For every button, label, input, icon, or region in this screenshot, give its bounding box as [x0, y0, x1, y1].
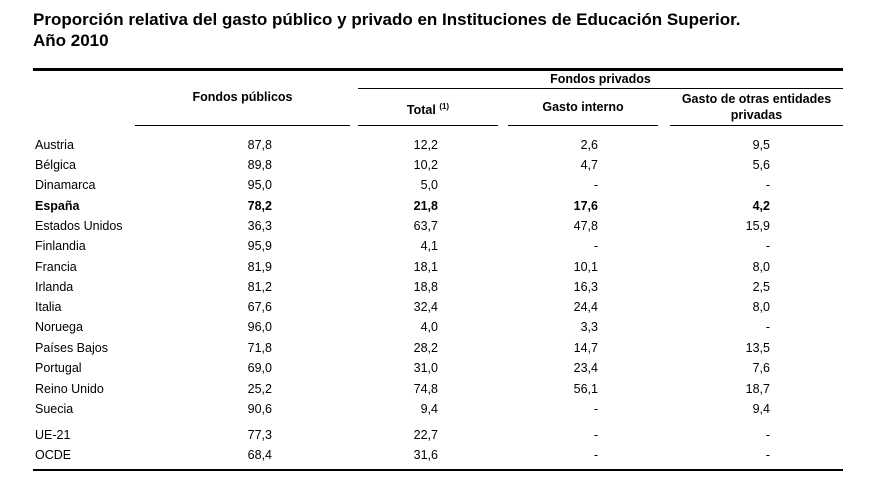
country-cell: OCDE	[35, 448, 72, 462]
private-total-cell: 22,7	[413, 428, 438, 442]
table-row	[35, 338, 843, 358]
internal-spending-cell: 17,6	[573, 199, 598, 213]
internal-spending-cell: 24,4	[573, 300, 598, 314]
internal-spending-cell: 3,3	[580, 320, 598, 334]
header-other-entities	[670, 91, 843, 123]
public-funds-cell: 78,2	[247, 199, 272, 213]
private-funds-underline	[358, 88, 843, 89]
country-cell: Portugal	[35, 361, 82, 375]
table-row	[35, 277, 843, 297]
country-cell: Reino Unido	[35, 382, 104, 396]
internal-spending-cell: 14,7	[573, 341, 598, 355]
public-funds-cell: 81,2	[247, 280, 272, 294]
other-entities-cell: 8,0	[752, 260, 770, 274]
private-total-cell: 21,8	[413, 199, 438, 213]
table-row	[35, 135, 843, 155]
private-total-cell: 18,8	[413, 280, 438, 294]
country-cell: Austria	[35, 138, 74, 152]
other-entities-cell: 2,5	[752, 280, 770, 294]
public-funds-rule	[135, 125, 350, 126]
country-cell: Francia	[35, 260, 77, 274]
private-total-cell: 9,4	[420, 402, 438, 416]
public-funds-cell: 87,8	[247, 138, 272, 152]
country-cell: Noruega	[35, 320, 83, 334]
country-cell: Finlandia	[35, 239, 86, 253]
public-funds-cell: 36,3	[247, 219, 272, 233]
private-total-cell: 28,2	[413, 341, 438, 355]
header-other-line-1: Gasto de otras entidades	[681, 92, 832, 106]
private-total-cell: 12,2	[413, 138, 438, 152]
table-row	[35, 257, 843, 277]
public-funds-cell: 77,3	[247, 428, 272, 442]
public-funds-cell: 95,9	[247, 239, 272, 253]
other-entities-cell: 13,5	[745, 341, 770, 355]
header-private-funds: Fondos privados	[550, 72, 651, 86]
other-entities-cell: 18,7	[745, 382, 770, 396]
private-total-cell: 74,8	[413, 382, 438, 396]
table-row	[35, 216, 843, 236]
internal-spending-cell: -	[593, 448, 598, 462]
country-cell: Italia	[35, 300, 62, 314]
public-funds-cell: 68,4	[247, 448, 272, 462]
public-funds-cell: 89,8	[247, 158, 272, 172]
country-cell: UE-21	[35, 428, 71, 442]
other-entities-cell: 8,0	[752, 300, 770, 314]
internal-spending-cell: 4,7	[580, 158, 598, 172]
page-title	[33, 9, 741, 51]
public-funds-cell: 95,0	[247, 178, 272, 192]
internal-spending-cell: -	[593, 428, 598, 442]
other-entities-cell: -	[765, 320, 770, 334]
other-entities-cell: 5,6	[752, 158, 770, 172]
public-funds-cell: 25,2	[247, 382, 272, 396]
public-funds-cell: 71,8	[247, 341, 272, 355]
table-row	[35, 317, 843, 337]
public-funds-cell: 69,0	[247, 361, 272, 375]
table-row	[35, 175, 843, 195]
total-rule	[358, 125, 498, 126]
public-funds-cell: 96,0	[247, 320, 272, 334]
country-cell: Países Bajos	[35, 341, 108, 355]
other-entities-cell: -	[765, 448, 770, 462]
country-cell: Suecia	[35, 402, 74, 416]
other-entities-cell: -	[765, 239, 770, 253]
internal-spending-cell: 10,1	[573, 260, 598, 274]
country-cell: Bélgica	[35, 158, 76, 172]
internal-spending-cell: 16,3	[573, 280, 598, 294]
other-entities-cell: -	[765, 428, 770, 442]
other-entities-cell: 4,2	[752, 199, 770, 213]
public-funds-cell: 67,6	[247, 300, 272, 314]
header-other-line-2: privadas	[730, 108, 783, 122]
header-total	[358, 99, 498, 118]
table-row	[35, 379, 843, 399]
private-total-cell: 10,2	[413, 158, 438, 172]
table-row	[35, 445, 843, 465]
private-total-cell: 32,4	[413, 300, 438, 314]
private-total-cell: 18,1	[413, 260, 438, 274]
private-total-cell: 31,0	[413, 361, 438, 375]
country-cell: Dinamarca	[35, 178, 96, 192]
table-row	[35, 399, 843, 419]
public-funds-cell: 90,6	[247, 402, 272, 416]
header-total-label: Total	[406, 103, 436, 118]
internal-spending-cell: -	[593, 239, 598, 253]
other-entities-cell: 9,4	[752, 402, 770, 416]
country-cell: Estados Unidos	[35, 219, 123, 233]
internal-spending-cell: 23,4	[573, 361, 598, 375]
country-cell: España	[35, 199, 80, 213]
internal-spending-cell: -	[593, 402, 598, 416]
table-row	[35, 155, 843, 175]
table-row	[35, 358, 843, 378]
private-total-cell: 63,7	[413, 219, 438, 233]
private-total-cell: 5,0	[420, 178, 438, 192]
table-bottom-rule	[33, 469, 843, 471]
other-rule	[670, 125, 843, 126]
internal-spending-cell: 2,6	[580, 138, 598, 152]
private-total-cell: 31,6	[413, 448, 438, 462]
private-total-cell: 4,1	[420, 239, 438, 253]
other-entities-cell: 7,6	[752, 361, 770, 375]
table-row	[35, 236, 843, 256]
internal-spending-cell: 56,1	[573, 382, 598, 396]
header-internal-spending: Gasto interno	[542, 100, 624, 114]
private-total-cell: 4,0	[420, 320, 438, 334]
public-funds-cell: 81,9	[247, 260, 272, 274]
internal-spending-cell: -	[593, 178, 598, 192]
title-line-2: Año 2010	[33, 31, 109, 50]
table-row	[35, 196, 843, 216]
table-row	[35, 425, 843, 445]
other-entities-cell: -	[765, 178, 770, 192]
header-public-funds: Fondos públicos	[192, 90, 293, 104]
title-line-1: Proporción relativa del gasto público y privado en Instituciones de Educación Superior.	[33, 10, 741, 29]
country-cell: Irlanda	[35, 280, 74, 294]
internal-spending-cell: 47,8	[573, 219, 598, 233]
other-entities-cell: 9,5	[752, 138, 770, 152]
other-entities-cell: 15,9	[745, 219, 770, 233]
internal-rule	[508, 125, 658, 126]
table-row	[35, 297, 843, 317]
header-total-footnote: (1)	[439, 102, 450, 111]
